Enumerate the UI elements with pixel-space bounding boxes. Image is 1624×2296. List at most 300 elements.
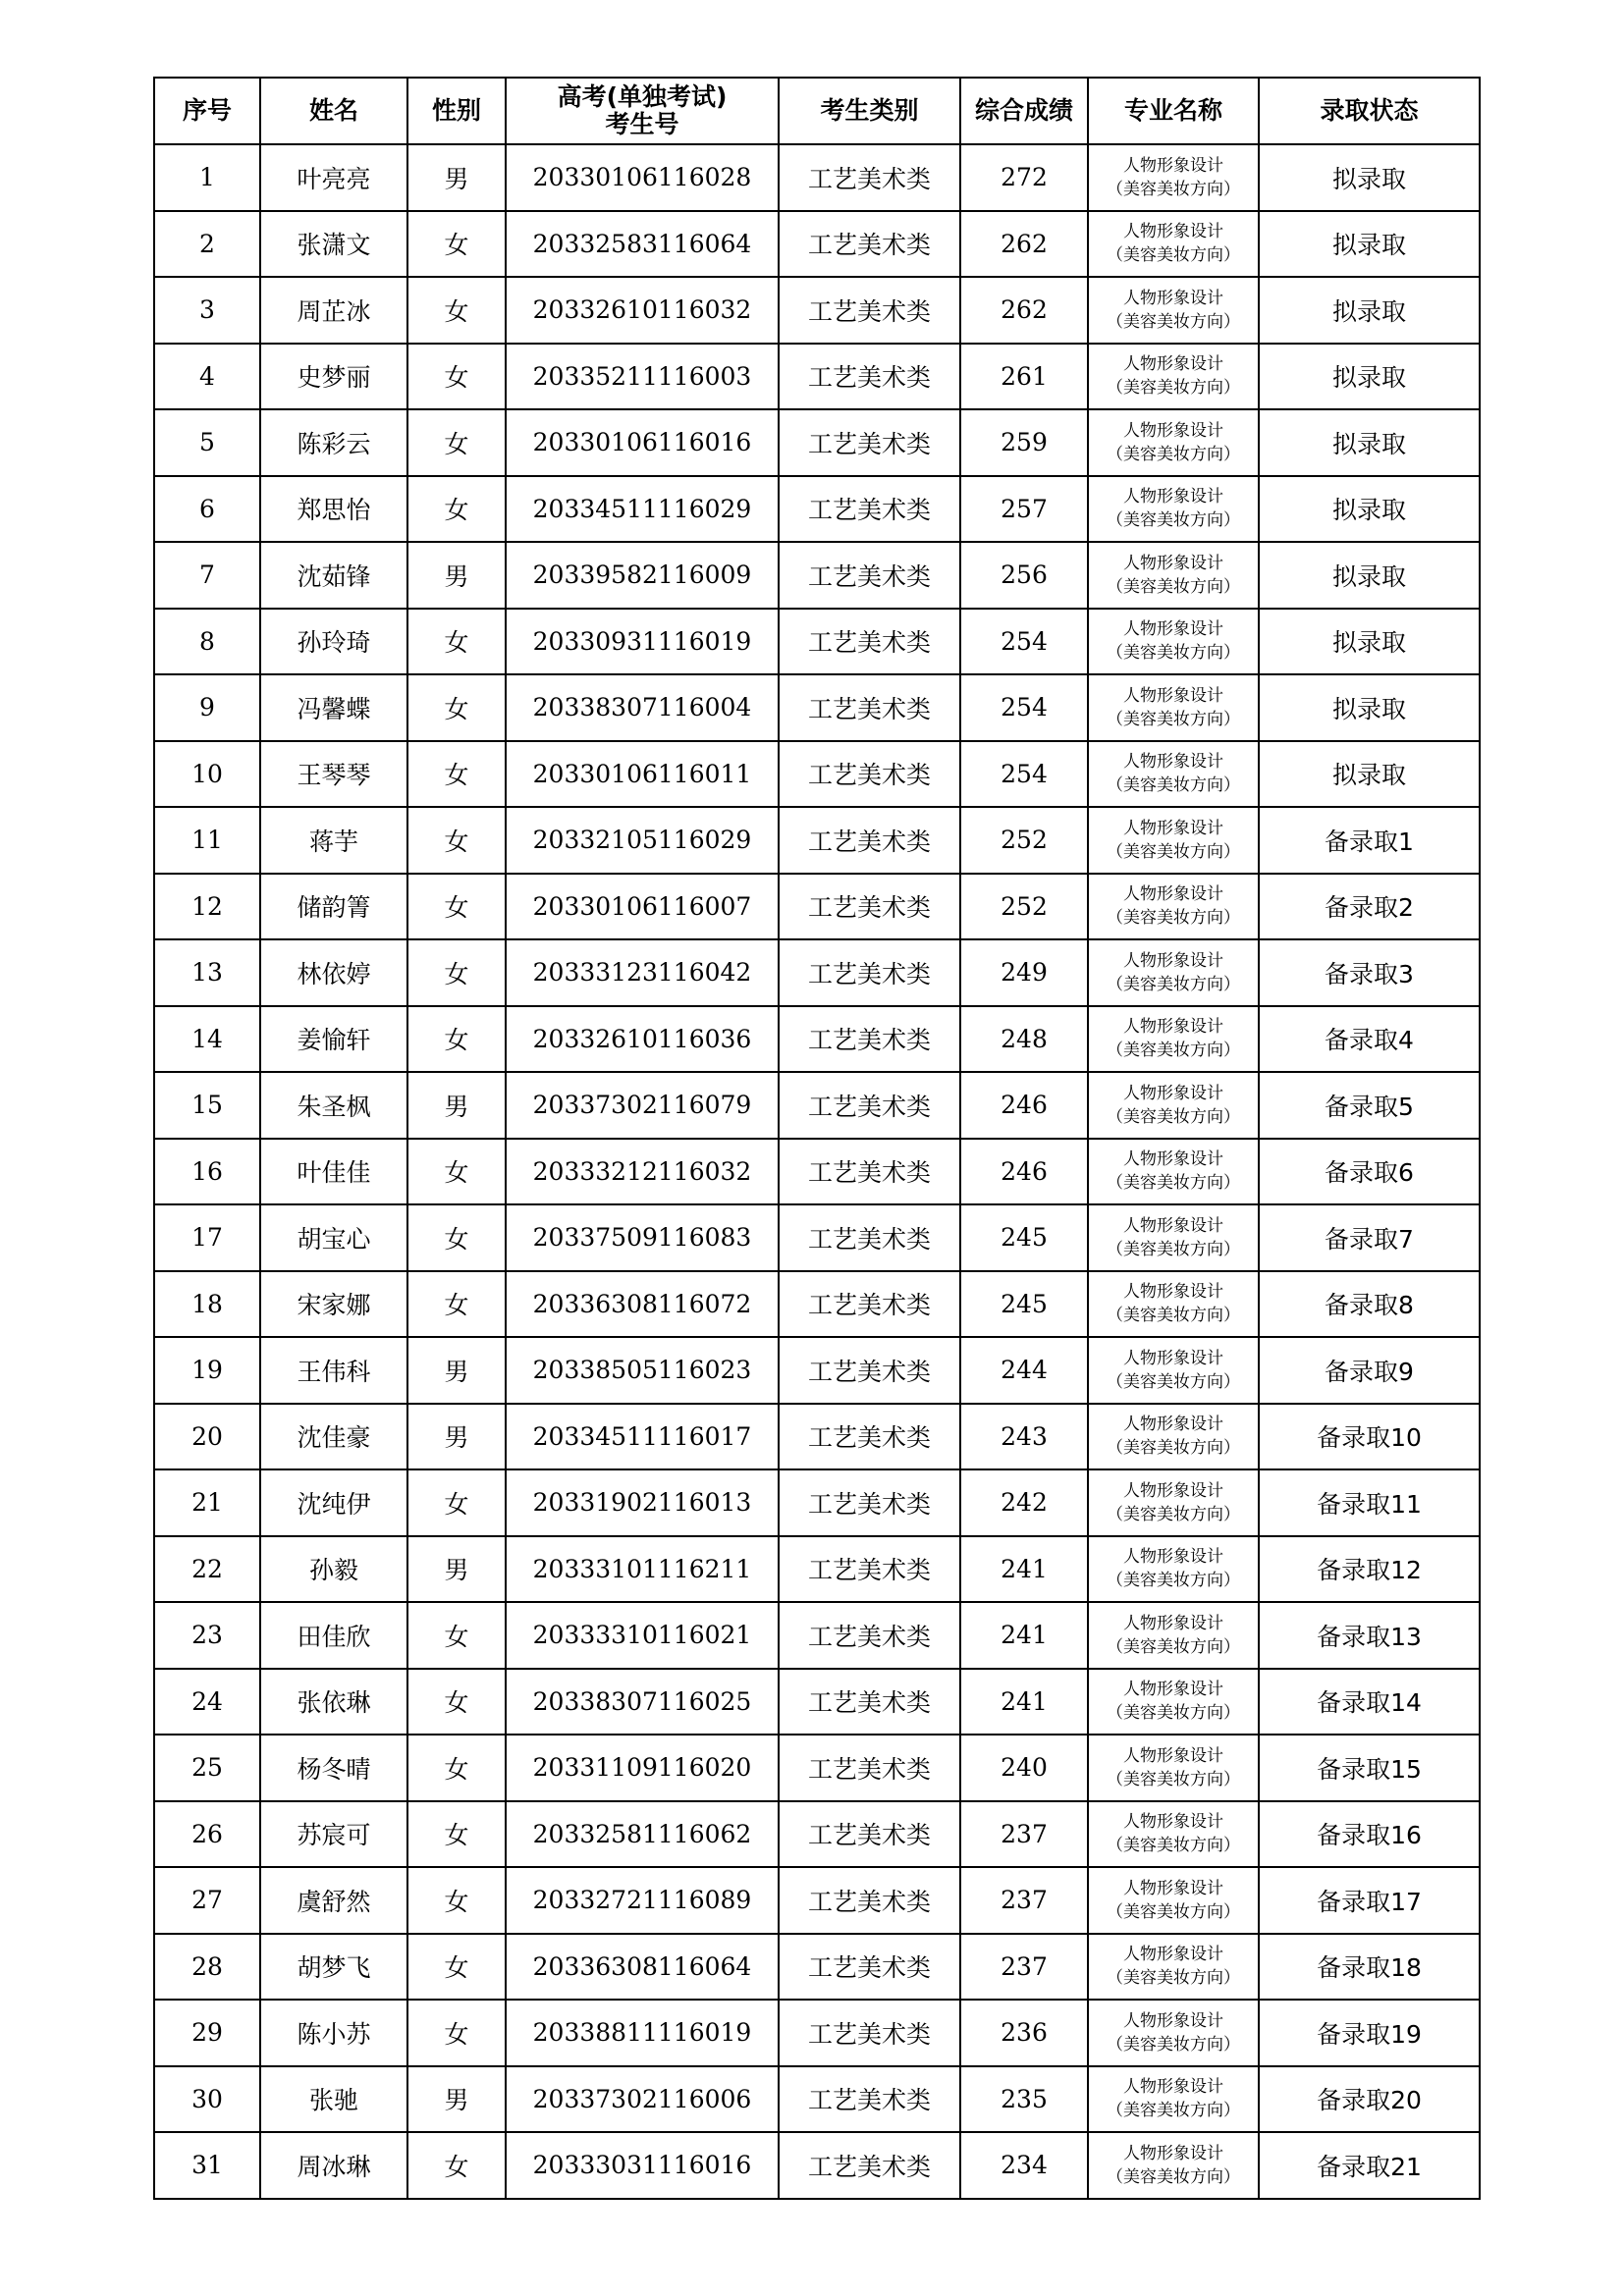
cell-major [1088, 1801, 1259, 1868]
cell-gender: 女 [407, 409, 506, 476]
cell-major-line2: （美容美妆方向） [1107, 1306, 1240, 1326]
cell-name: 周芷冰 [260, 277, 407, 344]
cell-score: 235 [960, 2066, 1088, 2133]
cell-seq: 3 [154, 277, 260, 344]
table-row [154, 1867, 1480, 1934]
cell-status: 备录取4 [1259, 1006, 1480, 1073]
table-row [154, 741, 1480, 808]
table-body [154, 144, 1480, 2199]
cell-major [1088, 542, 1259, 609]
cell-major [1088, 1735, 1259, 1801]
cell-gender: 女 [407, 1602, 506, 1669]
cell-exam-no: 20333101116211 [506, 1536, 779, 1603]
cell-gender: 女 [407, 807, 506, 874]
cell-category: 工艺美术类 [779, 1139, 960, 1205]
cell-seq: 6 [154, 476, 260, 543]
cell-exam-no: 20338307116004 [506, 674, 779, 741]
cell-exam-no: 20333310116021 [506, 1602, 779, 1669]
header-score: 综合成绩 [960, 78, 1088, 144]
cell-major-line1: 人物形象设计 [1123, 1415, 1223, 1435]
cell-exam-no: 20337302116006 [506, 2066, 779, 2133]
cell-name: 张驰 [260, 2066, 407, 2133]
cell-name: 沈茹锋 [260, 542, 407, 609]
table-row [154, 1536, 1480, 1603]
cell-status: 备录取15 [1259, 1735, 1480, 1801]
cell-seq: 14 [154, 1006, 260, 1073]
cell-major [1088, 674, 1259, 741]
header-row [154, 78, 1480, 144]
cell-category: 工艺美术类 [779, 741, 960, 808]
cell-major [1088, 409, 1259, 476]
cell-seq: 19 [154, 1337, 260, 1404]
cell-exam-no: 20337302116079 [506, 1072, 779, 1139]
cell-score: 254 [960, 674, 1088, 741]
cell-gender: 女 [407, 211, 506, 278]
cell-seq: 9 [154, 674, 260, 741]
header-name: 姓名 [260, 78, 407, 144]
cell-gender: 男 [407, 144, 506, 211]
cell-exam-no: 20338307116025 [506, 1669, 779, 1735]
cell-exam-no: 20330106116007 [506, 874, 779, 940]
cell-name: 田佳欣 [260, 1602, 407, 1669]
cell-score: 272 [960, 144, 1088, 211]
cell-exam-no: 20334511116017 [506, 1404, 779, 1470]
cell-exam-no: 20339582116009 [506, 542, 779, 609]
cell-seq: 10 [154, 741, 260, 808]
cell-major-line2: （美容美妆方向） [1107, 1636, 1240, 1657]
cell-major [1088, 1271, 1259, 1338]
cell-gender: 女 [407, 1469, 506, 1536]
cell-status: 备录取14 [1259, 1669, 1480, 1735]
cell-seq: 5 [154, 409, 260, 476]
cell-major-line1: 人物形象设计 [1123, 1745, 1223, 1766]
cell-seq: 21 [154, 1469, 260, 1536]
cell-exam-no: 20330106116028 [506, 144, 779, 211]
cell-gender: 女 [407, 277, 506, 344]
cell-status: 备录取20 [1259, 2066, 1480, 2133]
cell-score: 245 [960, 1204, 1088, 1271]
table-row [154, 1934, 1480, 2001]
table-row [154, 211, 1480, 278]
cell-status: 拟录取 [1259, 674, 1480, 741]
cell-status: 拟录取 [1259, 476, 1480, 543]
cell-seq: 26 [154, 1801, 260, 1868]
cell-score: 241 [960, 1669, 1088, 1735]
cell-gender: 女 [407, 674, 506, 741]
cell-major [1088, 939, 1259, 1006]
cell-seq: 28 [154, 1934, 260, 2001]
cell-seq: 25 [154, 1735, 260, 1801]
cell-major-line1: 人物形象设计 [1123, 1348, 1223, 1368]
cell-status: 备录取1 [1259, 807, 1480, 874]
cell-status: 备录取9 [1259, 1337, 1480, 1404]
cell-status: 拟录取 [1259, 741, 1480, 808]
table-row [154, 1337, 1480, 1404]
cell-gender: 女 [407, 1801, 506, 1868]
cell-status: 备录取11 [1259, 1469, 1480, 1536]
table-row [154, 409, 1480, 476]
cell-category: 工艺美术类 [779, 609, 960, 675]
cell-category: 工艺美术类 [779, 1469, 960, 1536]
cell-gender: 男 [407, 1072, 506, 1139]
cell-name: 杨冬晴 [260, 1735, 407, 1801]
cell-major [1088, 2066, 1259, 2133]
cell-seq: 31 [154, 2132, 260, 2199]
cell-seq: 18 [154, 1271, 260, 1338]
cell-major-line1: 人物形象设计 [1123, 752, 1223, 773]
cell-major-line1: 人物形象设计 [1123, 2010, 1223, 2031]
table-row [154, 476, 1480, 543]
cell-gender: 女 [407, 741, 506, 808]
cell-category: 工艺美术类 [779, 542, 960, 609]
table-row [154, 1801, 1480, 1868]
cell-name: 陈彩云 [260, 409, 407, 476]
cell-exam-no: 20332610116032 [506, 277, 779, 344]
cell-category: 工艺美术类 [779, 1934, 960, 2001]
cell-exam-no: 20338505116023 [506, 1337, 779, 1404]
cell-seq: 4 [154, 344, 260, 410]
cell-exam-no: 20337509116083 [506, 1204, 779, 1271]
table-row [154, 939, 1480, 1006]
cell-exam-no: 20338811116019 [506, 2000, 779, 2066]
cell-exam-no: 20331109116020 [506, 1735, 779, 1801]
cell-status: 备录取17 [1259, 1867, 1480, 1934]
cell-name: 孙毅 [260, 1536, 407, 1603]
cell-category: 工艺美术类 [779, 674, 960, 741]
cell-major [1088, 1669, 1259, 1735]
cell-gender: 女 [407, 874, 506, 940]
cell-seq: 12 [154, 874, 260, 940]
cell-score: 249 [960, 939, 1088, 1006]
table-row [154, 807, 1480, 874]
cell-seq: 13 [154, 939, 260, 1006]
table-row [154, 1469, 1480, 1536]
cell-major-line1: 人物形象设计 [1123, 1613, 1223, 1633]
table-row [154, 1404, 1480, 1470]
cell-major-line1: 人物形象设计 [1123, 288, 1223, 308]
cell-name: 陈小苏 [260, 2000, 407, 2066]
cell-exam-no: 20333031116016 [506, 2132, 779, 2199]
cell-name: 王伟科 [260, 1337, 407, 1404]
cell-seq: 15 [154, 1072, 260, 1139]
table-row [154, 674, 1480, 741]
cell-major-line1: 人物形象设计 [1123, 884, 1223, 905]
table-row [154, 1602, 1480, 1669]
cell-exam-no: 20336308116064 [506, 1934, 779, 2001]
cell-name: 姜愉轩 [260, 1006, 407, 1073]
cell-exam-no: 20331902116013 [506, 1469, 779, 1536]
cell-score: 245 [960, 1271, 1088, 1338]
cell-seq: 29 [154, 2000, 260, 2066]
cell-gender: 女 [407, 939, 506, 1006]
cell-status: 备录取16 [1259, 1801, 1480, 1868]
cell-score: 254 [960, 741, 1088, 808]
cell-major-line1: 人物形象设计 [1123, 1282, 1223, 1303]
cell-status: 拟录取 [1259, 344, 1480, 410]
cell-score: 240 [960, 1735, 1088, 1801]
cell-category: 工艺美术类 [779, 2000, 960, 2066]
cell-name: 虞舒然 [260, 1867, 407, 1934]
table-row [154, 542, 1480, 609]
cell-exam-no: 20332721116089 [506, 1867, 779, 1934]
cell-name: 周冰琳 [260, 2132, 407, 2199]
cell-exam-no: 20334511116029 [506, 476, 779, 543]
cell-seq: 22 [154, 1536, 260, 1603]
cell-major-line1: 人物形象设计 [1123, 1878, 1223, 1898]
cell-major [1088, 609, 1259, 675]
cell-major-line1: 人物形象设计 [1123, 2143, 1223, 2163]
table-row [154, 874, 1480, 940]
cell-major-line1: 人物形象设计 [1123, 950, 1223, 971]
cell-score: 234 [960, 2132, 1088, 2199]
cell-exam-no: 20333123116042 [506, 939, 779, 1006]
cell-gender: 女 [407, 1271, 506, 1338]
cell-major-line2: （美容美妆方向） [1107, 709, 1240, 729]
table-row [154, 344, 1480, 410]
table-row [154, 2066, 1480, 2133]
cell-major-line2: （美容美妆方向） [1107, 841, 1240, 862]
cell-gender: 女 [407, 1735, 506, 1801]
cell-major-line2: （美容美妆方向） [1107, 643, 1240, 664]
cell-exam-no: 20330931116019 [506, 609, 779, 675]
cell-gender: 男 [407, 1536, 506, 1603]
cell-major-line2: （美容美妆方向） [1107, 1836, 1240, 1856]
cell-major-line2: （美容美妆方向） [1107, 576, 1240, 597]
cell-gender: 女 [407, 344, 506, 410]
cell-status: 拟录取 [1259, 144, 1480, 211]
cell-major-line2: （美容美妆方向） [1107, 510, 1240, 531]
cell-major-line2: （美容美妆方向） [1107, 1106, 1240, 1127]
cell-category: 工艺美术类 [779, 1669, 960, 1735]
cell-gender: 女 [407, 1867, 506, 1934]
cell-status: 备录取7 [1259, 1204, 1480, 1271]
cell-status: 备录取5 [1259, 1072, 1480, 1139]
cell-name: 史梦丽 [260, 344, 407, 410]
cell-major-line2: （美容美妆方向） [1107, 1239, 1240, 1259]
cell-category: 工艺美术类 [779, 1204, 960, 1271]
cell-gender: 女 [407, 1669, 506, 1735]
cell-major-line2: （美容美妆方向） [1107, 2166, 1240, 2187]
cell-score: 261 [960, 344, 1088, 410]
cell-major [1088, 1337, 1259, 1404]
cell-major [1088, 476, 1259, 543]
cell-status: 拟录取 [1259, 277, 1480, 344]
cell-status: 备录取13 [1259, 1602, 1480, 1669]
table-row [154, 1006, 1480, 1073]
cell-seq: 23 [154, 1602, 260, 1669]
cell-major-line1: 人物形象设计 [1123, 1149, 1223, 1170]
cell-seq: 1 [154, 144, 260, 211]
cell-score: 257 [960, 476, 1088, 543]
header-exam-no-line2: 考生号 [605, 110, 679, 138]
cell-major-line2: （美容美妆方向） [1107, 311, 1240, 332]
cell-name: 郑思怡 [260, 476, 407, 543]
cell-category: 工艺美术类 [779, 1337, 960, 1404]
cell-category: 工艺美术类 [779, 1404, 960, 1470]
cell-major [1088, 1204, 1259, 1271]
cell-status: 备录取6 [1259, 1139, 1480, 1205]
cell-major-line2: （美容美妆方向） [1107, 2034, 1240, 2055]
cell-category: 工艺美术类 [779, 476, 960, 543]
cell-major-line1: 人物形象设计 [1123, 2077, 1223, 2098]
cell-gender: 女 [407, 476, 506, 543]
cell-category: 工艺美术类 [779, 277, 960, 344]
cell-major-line1: 人物形象设计 [1123, 222, 1223, 242]
cell-major [1088, 2000, 1259, 2066]
cell-major [1088, 344, 1259, 410]
cell-major-line1: 人物形象设计 [1123, 420, 1223, 441]
cell-seq: 16 [154, 1139, 260, 1205]
cell-major-line1: 人物形象设计 [1123, 1017, 1223, 1038]
table-row [154, 277, 1480, 344]
cell-major-line1: 人物形象设计 [1123, 155, 1223, 176]
cell-score: 259 [960, 409, 1088, 476]
cell-major [1088, 1536, 1259, 1603]
cell-major-line2: （美容美妆方向） [1107, 974, 1240, 994]
cell-major-line1: 人物形象设计 [1123, 818, 1223, 838]
cell-exam-no: 20335211116003 [506, 344, 779, 410]
cell-score: 242 [960, 1469, 1088, 1536]
cell-category: 工艺美术类 [779, 1602, 960, 1669]
cell-score: 243 [960, 1404, 1088, 1470]
table-row [154, 1271, 1480, 1338]
cell-gender: 女 [407, 1139, 506, 1205]
cell-exam-no: 20330106116016 [506, 409, 779, 476]
cell-major-line2: （美容美妆方向） [1107, 2101, 1240, 2121]
cell-major-line1: 人物形象设计 [1123, 1812, 1223, 1833]
header-exam-no-line1: 高考(单独考试) [557, 82, 728, 111]
cell-major [1088, 1006, 1259, 1073]
cell-major [1088, 1469, 1259, 1536]
cell-category: 工艺美术类 [779, 1536, 960, 1603]
cell-score: 237 [960, 1801, 1088, 1868]
cell-major [1088, 211, 1259, 278]
cell-score: 244 [960, 1337, 1088, 1404]
table-row [154, 609, 1480, 675]
cell-exam-no: 20333212116032 [506, 1139, 779, 1205]
cell-major [1088, 874, 1259, 940]
cell-gender: 女 [407, 2132, 506, 2199]
cell-score: 252 [960, 874, 1088, 940]
cell-major [1088, 807, 1259, 874]
cell-seq: 8 [154, 609, 260, 675]
cell-major-line1: 人物形象设计 [1123, 685, 1223, 706]
cell-seq: 11 [154, 807, 260, 874]
cell-major [1088, 1934, 1259, 2001]
cell-status: 备录取3 [1259, 939, 1480, 1006]
cell-major-line2: （美容美妆方向） [1107, 1571, 1240, 1591]
cell-name: 蒋芋 [260, 807, 407, 874]
cell-major [1088, 1139, 1259, 1205]
cell-name: 沈佳豪 [260, 1404, 407, 1470]
table-row [154, 1735, 1480, 1801]
cell-exam-no: 20330106116011 [506, 741, 779, 808]
cell-category: 工艺美术类 [779, 344, 960, 410]
cell-major-line1: 人物形象设计 [1123, 1547, 1223, 1568]
cell-score: 262 [960, 211, 1088, 278]
cell-seq: 2 [154, 211, 260, 278]
header-exam-no [506, 78, 779, 144]
cell-major-line1: 人物形象设计 [1123, 354, 1223, 375]
cell-score: 241 [960, 1602, 1088, 1669]
cell-status: 备录取2 [1259, 874, 1480, 940]
cell-name: 胡梦飞 [260, 1934, 407, 2001]
cell-major-line1: 人物形象设计 [1123, 1480, 1223, 1501]
cell-name: 张依琳 [260, 1669, 407, 1735]
cell-gender: 男 [407, 2066, 506, 2133]
cell-major-line2: （美容美妆方向） [1107, 245, 1240, 266]
cell-status: 备录取10 [1259, 1404, 1480, 1470]
table-row [154, 1669, 1480, 1735]
cell-gender: 女 [407, 2000, 506, 2066]
cell-category: 工艺美术类 [779, 1867, 960, 1934]
cell-major-line2: （美容美妆方向） [1107, 1173, 1240, 1194]
cell-major-line2: （美容美妆方向） [1107, 1901, 1240, 1922]
cell-name: 宋家娜 [260, 1271, 407, 1338]
cell-score: 237 [960, 1934, 1088, 2001]
cell-gender: 男 [407, 1337, 506, 1404]
cell-score: 246 [960, 1072, 1088, 1139]
cell-major-line2: （美容美妆方向） [1107, 179, 1240, 199]
table-row [154, 2000, 1480, 2066]
cell-name: 王琴琴 [260, 741, 407, 808]
cell-major [1088, 741, 1259, 808]
cell-major-line1: 人物形象设计 [1123, 1945, 1223, 1965]
cell-seq: 7 [154, 542, 260, 609]
cell-major [1088, 277, 1259, 344]
cell-major-line2: （美容美妆方向） [1107, 1703, 1240, 1724]
cell-score: 252 [960, 807, 1088, 874]
cell-major-line2: （美容美妆方向） [1107, 444, 1240, 464]
cell-gender: 男 [407, 542, 506, 609]
cell-major-line1: 人物形象设计 [1123, 487, 1223, 507]
cell-exam-no: 20332610116036 [506, 1006, 779, 1073]
cell-major [1088, 1404, 1259, 1470]
cell-name: 孙玲琦 [260, 609, 407, 675]
cell-seq: 24 [154, 1669, 260, 1735]
cell-seq: 20 [154, 1404, 260, 1470]
cell-name: 叶佳佳 [260, 1139, 407, 1205]
cell-name: 叶亮亮 [260, 144, 407, 211]
cell-gender: 女 [407, 1006, 506, 1073]
table-row [154, 1139, 1480, 1205]
cell-score: 237 [960, 1867, 1088, 1934]
cell-category: 工艺美术类 [779, 211, 960, 278]
cell-name: 沈纯伊 [260, 1469, 407, 1536]
cell-major-line2: （美容美妆方向） [1107, 1371, 1240, 1392]
cell-major-line2: （美容美妆方向） [1107, 378, 1240, 399]
cell-major-line1: 人物形象设计 [1123, 553, 1223, 573]
cell-category: 工艺美术类 [779, 2066, 960, 2133]
cell-status: 拟录取 [1259, 609, 1480, 675]
cell-major-line1: 人物形象设计 [1123, 1215, 1223, 1236]
cell-major-line2: （美容美妆方向） [1107, 775, 1240, 796]
cell-major-line2: （美容美妆方向） [1107, 1041, 1240, 1061]
cell-major-line2: （美容美妆方向） [1107, 1504, 1240, 1524]
cell-gender: 女 [407, 1204, 506, 1271]
cell-name: 张潇文 [260, 211, 407, 278]
table-row [154, 1204, 1480, 1271]
cell-status: 备录取18 [1259, 1934, 1480, 2001]
cell-name: 冯馨蝶 [260, 674, 407, 741]
cell-category: 工艺美术类 [779, 939, 960, 1006]
cell-status: 拟录取 [1259, 211, 1480, 278]
cell-score: 246 [960, 1139, 1088, 1205]
cell-score: 256 [960, 542, 1088, 609]
cell-name: 苏宸可 [260, 1801, 407, 1868]
cell-name: 储韵箐 [260, 874, 407, 940]
cell-seq: 30 [154, 2066, 260, 2133]
